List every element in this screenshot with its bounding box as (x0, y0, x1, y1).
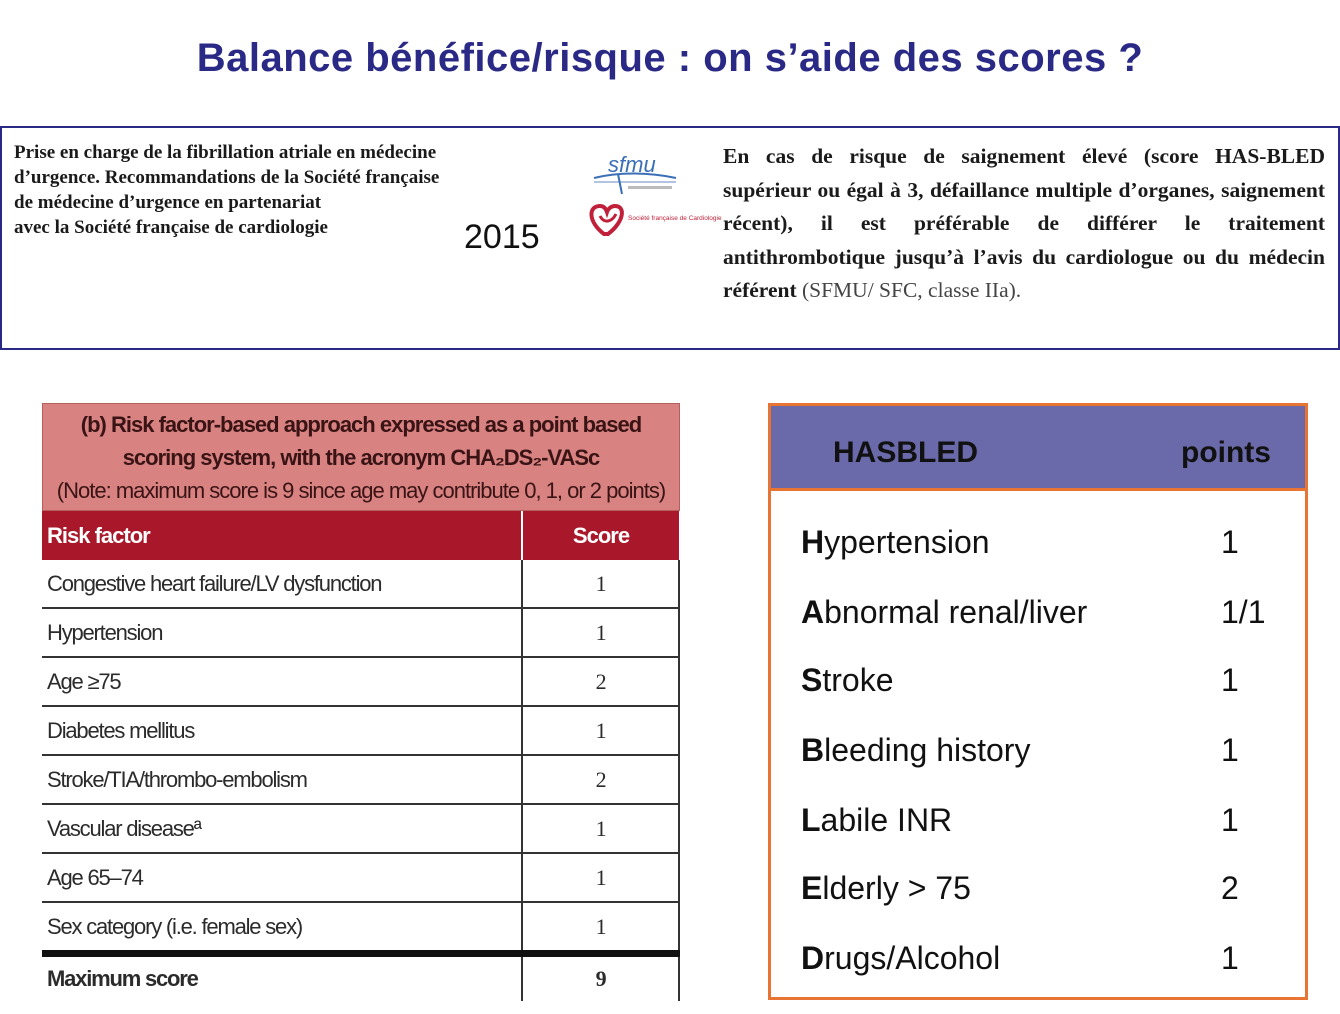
caption-note: (Note: maximum score is 9 since age may contribute 0, 1, or 2 points) (56, 478, 666, 503)
hasbled-points: 1 (1221, 524, 1239, 560)
hasbled-points: 1 (1221, 732, 1239, 768)
hasbled-points: 1 (1221, 662, 1239, 698)
hasbled-criterion: lderly > 75 (822, 870, 971, 906)
max-score-row (42, 954, 679, 1002)
sfc-logo-text: Société française de Cardiologie (628, 215, 722, 222)
max-score-label: Maximum score (42, 954, 522, 1002)
hasbled-criterion: leeding history (824, 732, 1031, 768)
hasbled-points: 1 (1221, 802, 1239, 838)
risk-factor-cell: Age ≥75 (42, 657, 522, 706)
hasbled-header-points: points (1181, 436, 1271, 469)
header-risk-factor: Risk factor (42, 511, 522, 560)
risk-factor-cell: Diabetes mellitus (42, 706, 522, 755)
score-cell: 1 (522, 804, 679, 853)
risk-factor-cell: Hypertension (42, 608, 522, 657)
score-cell: 2 (522, 657, 679, 706)
risk-factor-cell: Sex category (i.e. female sex) (42, 902, 522, 954)
risk-factor-cell: Vascular diseaseª (42, 804, 522, 853)
table-row (42, 706, 679, 755)
score-cell: 1 (522, 902, 679, 954)
caption-line2: scoring system, with the acronym CHA₂DS₂-VASc (122, 445, 600, 470)
score-cell: 1 (522, 560, 679, 608)
hasbled-table (768, 403, 1308, 1000)
recommendation-quote (723, 140, 1325, 308)
hasbled-row (801, 802, 1281, 842)
hasbled-initial: A (801, 594, 825, 630)
hasbled-initial: B (801, 732, 825, 768)
slide-title: Balance bénéfice/risque : on s’aide des scores ? (196, 36, 1144, 80)
reference-year: 2015 (464, 218, 540, 256)
hasbled-initial: H (801, 524, 825, 560)
hasbled-row (801, 662, 1281, 702)
hasbled-row (801, 594, 1281, 634)
sfmu-logo-text: sfmu (608, 152, 656, 177)
table-header-row (42, 511, 679, 560)
sfc-heart-logo (586, 200, 722, 240)
reference-citation: Prise en charge de la fibrillation atriale en médecine d’urgence. Recommandations de la Société française de médecine d’urgence en partenariat avec la Société française de cardiologie (14, 142, 440, 238)
table-row (42, 657, 679, 706)
caption-line1: (b) Risk factor-based approach expressed as a point based (80, 412, 642, 437)
hasbled-points: 1 (1221, 940, 1239, 976)
hasbled-criterion: rugs/Alcohol (824, 940, 1001, 976)
quote-bold-text: En cas de risque de saignement élevé (score HAS-BLED supérieur ou égal à 3, défaillance multiple d’organes, saignement récent), il est préférable de différer le traitement antithrombotique jusqu’à l’avis du cardiologue ou du médecin référent (723, 144, 1325, 302)
score-cell: 1 (522, 608, 679, 657)
table-row (42, 755, 679, 804)
hasbled-header (771, 406, 1305, 491)
cha2ds2vasc-caption (42, 403, 680, 511)
table-row (42, 902, 679, 954)
hasbled-points: 2 (1221, 870, 1239, 906)
reference-banner (0, 126, 1340, 350)
hasbled-initial: E (801, 870, 823, 906)
max-score-value: 9 (522, 954, 679, 1002)
hasbled-row (801, 732, 1281, 772)
cha2ds2vasc-table (42, 403, 680, 1001)
table-row (42, 560, 679, 608)
hasbled-criterion: abile INR (820, 802, 953, 838)
hasbled-header-name: HASBLED (833, 436, 979, 469)
score-cell: 1 (522, 853, 679, 902)
risk-factor-cell: Stroke/TIA/thrombo-embolism (42, 755, 522, 804)
table-row (42, 804, 679, 853)
sfmu-logo (588, 148, 680, 196)
header-score: Score (522, 511, 679, 560)
hasbled-criterion: ypertension (824, 524, 990, 560)
risk-factor-cell: Age 65–74 (42, 853, 522, 902)
hasbled-initial: D (801, 940, 825, 976)
cha2ds2vasc-grid (42, 511, 680, 1001)
table-row (42, 608, 679, 657)
hasbled-row (801, 870, 1281, 910)
hasbled-row (801, 940, 1281, 980)
hasbled-initial: S (801, 662, 823, 698)
hasbled-points: 1/1 (1221, 594, 1266, 630)
hasbled-criterion: bnormal renal/liver (824, 594, 1088, 630)
quote-class-text: (SFMU/ SFC, classe IIa). (796, 278, 1022, 302)
risk-factor-cell: Congestive heart failure/LV dysfunction (47, 570, 382, 596)
score-cell: 2 (522, 755, 679, 804)
hasbled-row (801, 524, 1281, 564)
score-cell: 1 (522, 706, 679, 755)
table-row (42, 853, 679, 902)
hasbled-initial: L (801, 802, 821, 838)
hasbled-criterion: troke (822, 662, 894, 698)
